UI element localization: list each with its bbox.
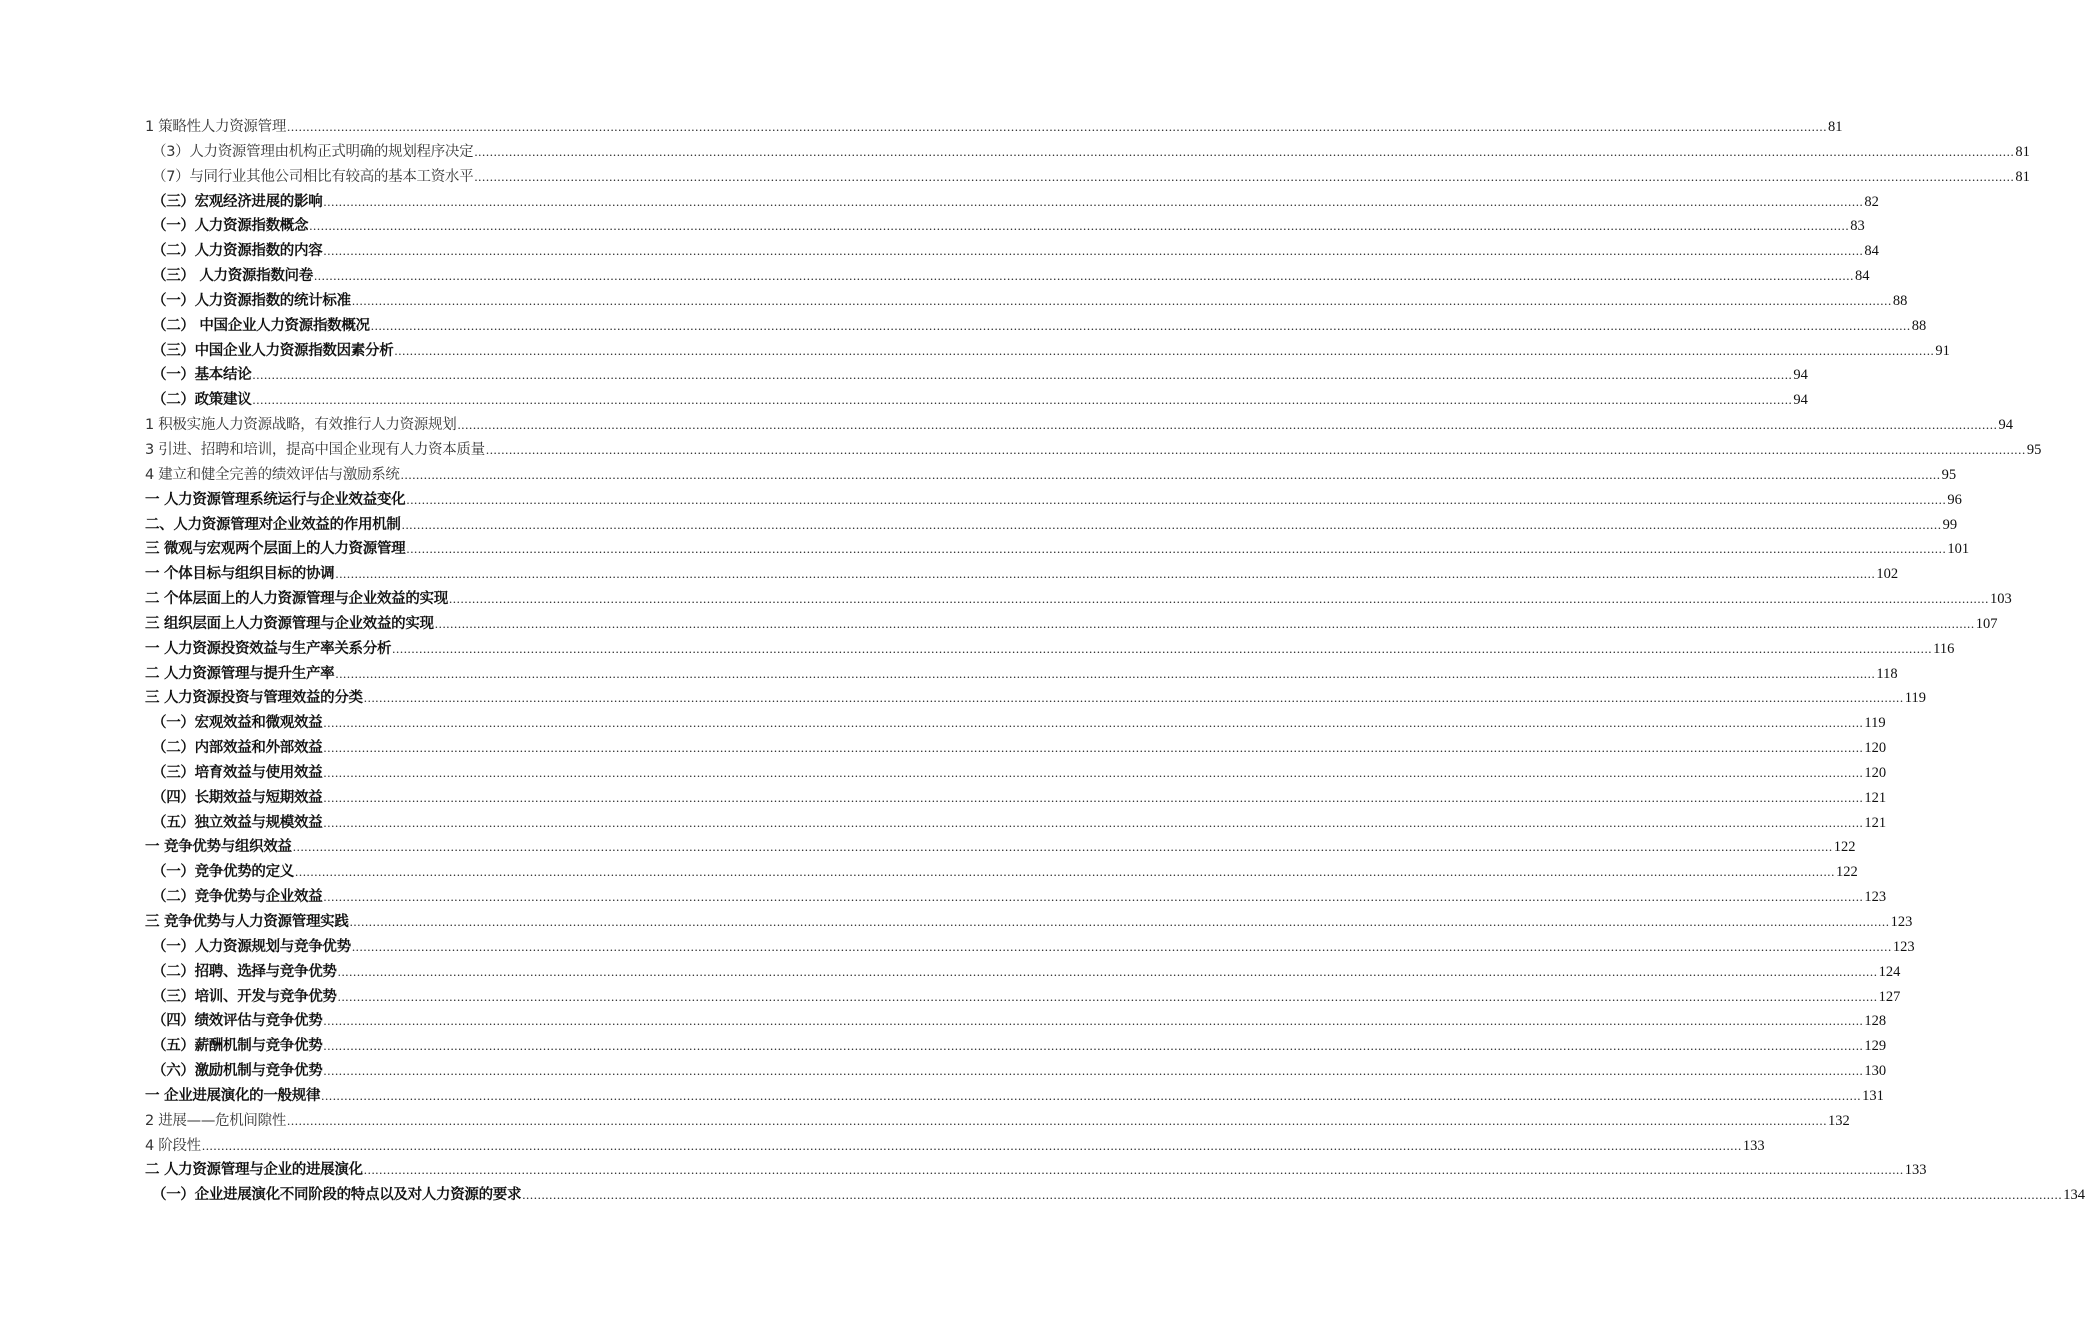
toc-entry[interactable]	[145, 537, 1970, 562]
toc-entry-page-number: 119	[1904, 690, 1926, 707]
toc-entry[interactable]	[145, 835, 1856, 860]
toc-entry-title: （六）激励机制与竞争优势	[152, 1063, 323, 1080]
toc-entry[interactable]	[145, 711, 1886, 736]
toc-entry-page-number: 91	[1935, 342, 1950, 359]
toc-entry[interactable]	[145, 413, 2013, 438]
toc-dot-leader: ................................................................................................................................................................................................................................................................................................................................................................................................................	[349, 914, 1890, 929]
toc-entry-page-number: 130	[1864, 1063, 1887, 1080]
toc-entry[interactable]	[145, 264, 1870, 289]
toc-entry-title: 4 建立和健全完善的绩效评估与激励系统	[145, 466, 400, 483]
toc-entry-title: （二）内部效益和外部效益	[152, 740, 323, 757]
toc-dot-leader: ................................................................................................................................................................................................................................................................................................................................................................................................................	[323, 789, 1864, 805]
toc-dot-leader: ................................................................................................................................................................................................................................................................................................................................................................................................................	[337, 963, 1878, 979]
toc-entry[interactable]	[145, 910, 1913, 935]
toc-entry-title: （四）长期效益与短期效益	[152, 789, 323, 806]
toc-dot-leader: ................................................................................................................................................................................................................................................................................................................................................................................................................	[363, 690, 1904, 706]
toc-entry-title: （一）宏观效益和微观效益	[152, 715, 323, 732]
toc-entry-page-number: 128	[1864, 1013, 1887, 1030]
toc-entry[interactable]	[145, 140, 2030, 165]
toc-entry-page-number: 103	[1989, 591, 2012, 608]
toc-dot-leader: ................................................................................................................................................................................................................................................................................................................................................................................................................	[406, 541, 1947, 557]
toc-entry-title: （三）中国企业人力资源指数因素分析	[152, 342, 394, 359]
toc-entry-title: （一）人力资源指数概念	[152, 218, 309, 235]
toc-entry-page-number: 129	[1864, 1038, 1887, 1055]
toc-entry-page-number: 127	[1878, 988, 1901, 1005]
toc-dot-leader: ................................................................................................................................................................................................................................................................................................................................................................................................................	[448, 591, 1989, 607]
toc-entry-page-number: 88	[1892, 292, 1908, 309]
toc-entry[interactable]	[145, 1009, 1887, 1034]
toc-dot-leader: ................................................................................................................................................................................................................................................................................................................................................................................................................	[292, 839, 1833, 855]
toc-dot-leader: ................................................................................................................................................................................................................................................................................................................................................................................................................	[394, 342, 1935, 358]
toc-entry[interactable]	[145, 314, 1927, 339]
toc-dot-leader: ................................................................................................................................................................................................................................................................................................................................................................................................................	[522, 1187, 2063, 1203]
toc-entry-title: （7）与同行业其他公司相比有较高的基本工资水平	[152, 168, 474, 185]
toc-entry-page-number: 95	[2026, 441, 2042, 458]
toc-entry-page-number: 101	[1947, 541, 1970, 558]
toc-dot-leader: ................................................................................................................................................................................................................................................................................................................................................................................................................	[295, 864, 1835, 880]
toc-dot-leader: ................................................................................................................................................................................................................................................................................................................................................................................................................	[252, 367, 1793, 383]
toc-entry-page-number: 120	[1864, 764, 1887, 781]
toc-entry-page-number: 123	[1890, 914, 1913, 930]
toc-entry[interactable]	[145, 165, 2030, 190]
toc-dot-leader: ................................................................................................................................................................................................................................................................................................................................................................................................................	[323, 1038, 1864, 1054]
toc-entry[interactable]	[145, 811, 1887, 836]
toc-dot-leader: ................................................................................................................................................................................................................................................................................................................................................................................................................	[335, 566, 1876, 582]
toc-entry-page-number: 121	[1864, 789, 1887, 806]
toc-dot-leader: ................................................................................................................................................................................................................................................................................................................................................................................................................	[323, 814, 1864, 830]
toc-entry-title: （二） 中国企业人力资源指数概况	[152, 317, 370, 334]
toc-entry-page-number: 131	[1862, 1087, 1884, 1104]
toc-entry-title: 三 竞争优势与人力资源管理实践	[145, 914, 349, 930]
toc-entry-title: 1 策略性人力资源管理	[145, 119, 287, 135]
toc-entry-page-number: 133	[1742, 1137, 1765, 1154]
toc-entry-page-number: 122	[1833, 839, 1856, 856]
toc-dot-leader: ................................................................................................................................................................................................................................................................................................................................................................................................................	[392, 640, 1933, 656]
toc-entry-title: 一 个体目标与组织目标的协调	[145, 566, 335, 583]
toc-entry-title: 一 人力资源管理系统运行与企业效益变化	[145, 491, 406, 508]
toc-dot-leader: ................................................................................................................................................................................................................................................................................................................................................................................................................	[309, 218, 1850, 234]
toc-entry-page-number: 119	[1864, 715, 1886, 732]
toc-entry-page-number: 118	[1876, 665, 1898, 682]
toc-entry-page-number: 96	[1947, 491, 1962, 508]
toc-entry-title: （五）薪酬机制与竞争优势	[152, 1038, 323, 1055]
toc-entry-title: （一）竞争优势的定义	[152, 864, 294, 881]
toc-entry[interactable]	[145, 1109, 1850, 1134]
toc-dot-leader: ................................................................................................................................................................................................................................................................................................................................................................................................................	[323, 715, 1864, 731]
toc-dot-leader: ................................................................................................................................................................................................................................................................................................................................................................................................................	[351, 938, 1892, 954]
toc-entry-title: （一）企业进展演化不同阶段的特点以及对人力资源的要求	[152, 1187, 522, 1204]
toc-dot-leader: ................................................................................................................................................................................................................................................................................................................................................................................................................	[323, 243, 1864, 259]
toc-entry[interactable]	[145, 214, 1865, 239]
toc-entry-page-number: 120	[1864, 740, 1887, 757]
toc-entry-title: 三 组织层面上人力资源管理与企业效益的实现	[145, 615, 434, 632]
toc-entry-page-number: 84	[1864, 243, 1879, 260]
toc-entry-page-number: 94	[1793, 392, 1808, 409]
toc-entry-title: （二）人力资源指数的内容	[152, 243, 323, 260]
toc-entry-page-number: 95	[1941, 466, 1957, 483]
toc-entry-title: 二 个体层面上的人力资源管理与企业效益的实现	[145, 591, 448, 608]
toc-entry-title: （二）竞争优势与企业效益	[152, 889, 323, 906]
toc-entry[interactable]	[145, 363, 1808, 388]
toc-entry[interactable]	[145, 1158, 1927, 1183]
toc-dot-leader: ................................................................................................................................................................................................................................................................................................................................................................................................................	[351, 292, 1892, 308]
toc-entry[interactable]	[145, 662, 1898, 687]
toc-dot-leader: ................................................................................................................................................................................................................................................................................................................................................................................................................	[400, 466, 1941, 482]
toc-entry-title: 三 人力资源投资与管理效益的分类	[145, 690, 363, 707]
toc-entry-page-number: 134	[2063, 1187, 2085, 1204]
toc-entry-page-number: 124	[1878, 963, 1901, 980]
toc-dot-leader: ................................................................................................................................................................................................................................................................................................................................................................................................................	[287, 119, 1828, 134]
toc-entry[interactable]	[145, 463, 1957, 488]
toc-dot-leader: ................................................................................................................................................................................................................................................................................................................................................................................................................	[323, 193, 1864, 209]
toc-entry[interactable]	[145, 587, 2012, 612]
toc-entry-page-number: 132	[1828, 1112, 1850, 1129]
toc-entry[interactable]	[145, 960, 1901, 985]
toc-dot-leader: ................................................................................................................................................................................................................................................................................................................................................................................................................	[252, 392, 1793, 408]
toc-entry-title: 二 人力资源管理与企业的进展演化	[145, 1162, 363, 1179]
toc-entry[interactable]	[145, 115, 1843, 140]
toc-entry[interactable]	[145, 239, 1879, 264]
toc-dot-leader: ................................................................................................................................................................................................................................................................................................................................................................................................................	[323, 889, 1864, 905]
toc-entry[interactable]	[145, 339, 1950, 364]
toc-entry[interactable]	[145, 860, 1858, 885]
toc-dot-leader: ................................................................................................................................................................................................................................................................................................................................................................................................................	[363, 1162, 1904, 1178]
toc-dot-leader: ................................................................................................................................................................................................................................................................................................................................................................................................................	[323, 740, 1864, 756]
toc-entry-page-number: 88	[1911, 317, 1927, 334]
toc-dot-leader: ................................................................................................................................................................................................................................................................................................................................................................................................................	[401, 516, 1942, 532]
toc-dot-leader: ................................................................................................................................................................................................................................................................................................................................................................................................................	[457, 417, 1998, 433]
toc-dot-leader: ................................................................................................................................................................................................................................................................................................................................................................................................................	[323, 1013, 1864, 1029]
toc-entry-title: 一 企业进展演化的一般规律	[145, 1087, 321, 1104]
toc-entry-title: 一 竞争优势与组织效益	[145, 839, 292, 856]
toc-entry-title: 二、人力资源管理对企业效益的作用机制	[145, 516, 401, 533]
toc-entry-title: （二）招聘、选择与竞争优势	[152, 963, 337, 980]
toc-entry-title: （三） 人力资源指数问卷	[152, 268, 313, 285]
toc-entry-title: （三）宏观经济进展的影响	[152, 193, 323, 210]
toc-entry-page-number: 81	[2015, 143, 2030, 160]
toc-entry[interactable]	[145, 1034, 1887, 1059]
toc-dot-leader: ................................................................................................................................................................................................................................................................................................................................................................................................................	[434, 615, 1975, 631]
toc-entry-page-number: 102	[1876, 566, 1899, 583]
toc-entry-title: 三 微观与宏观两个层面上的人力资源管理	[145, 541, 406, 558]
table-of-contents	[145, 115, 2085, 1208]
toc-entry-title: （一）基本结论	[152, 367, 252, 384]
toc-entry-page-number: 123	[1892, 938, 1915, 955]
toc-dot-leader: ................................................................................................................................................................................................................................................................................................................................................................................................................	[370, 317, 1911, 333]
toc-dot-leader: ................................................................................................................................................................................................................................................................................................................................................................................................................	[335, 665, 1876, 681]
toc-entry[interactable]	[145, 488, 1962, 513]
toc-entry-page-number: 83	[1850, 218, 1865, 235]
toc-dot-leader: ................................................................................................................................................................................................................................................................................................................................................................................................................	[323, 764, 1864, 780]
toc-entry-title: 1 积极实施人力资源战略，有效推行人力资源规划	[145, 417, 457, 434]
toc-dot-leader: ................................................................................................................................................................................................................................................................................................................................................................................................................	[474, 143, 2015, 159]
toc-entry-page-number: 94	[1998, 417, 2013, 434]
toc-entry[interactable]	[145, 786, 1887, 811]
toc-entry-page-number: 81	[1828, 119, 1843, 135]
toc-entry-title: 二 人力资源管理与提升生产率	[145, 665, 335, 682]
toc-entry[interactable]	[145, 885, 1887, 910]
toc-entry[interactable]	[145, 686, 1926, 711]
toc-entry[interactable]	[145, 1084, 1884, 1109]
toc-entry-page-number: 133	[1904, 1162, 1927, 1179]
toc-entry[interactable]	[145, 736, 1887, 761]
toc-entry[interactable]	[145, 1059, 1887, 1084]
toc-dot-leader: ................................................................................................................................................................................................................................................................................................................................................................................................................	[313, 268, 1854, 284]
toc-entry[interactable]	[145, 637, 1955, 662]
toc-dot-leader: ................................................................................................................................................................................................................................................................................................................................................................................................................	[321, 1087, 1862, 1103]
toc-entry-title: （三）培训、开发与竞争优势	[152, 988, 337, 1005]
toc-entry[interactable]	[145, 612, 1998, 637]
toc-entry-page-number: 121	[1864, 814, 1887, 831]
toc-entry-page-number: 107	[1975, 615, 1998, 632]
toc-dot-leader: ................................................................................................................................................................................................................................................................................................................................................................................................................	[474, 168, 2015, 184]
toc-dot-leader: ................................................................................................................................................................................................................................................................................................................................................................................................................	[337, 988, 1878, 1004]
toc-entry-page-number: 94	[1793, 367, 1808, 384]
toc-entry-title: （五）独立效益与规模效益	[152, 814, 323, 831]
toc-entry[interactable]	[145, 935, 1915, 960]
toc-entry[interactable]	[145, 1183, 2085, 1208]
toc-dot-leader: ................................................................................................................................................................................................................................................................................................................................................................................................................	[287, 1112, 1828, 1128]
toc-dot-leader: ................................................................................................................................................................................................................................................................................................................................................................................................................	[406, 491, 1947, 507]
toc-dot-leader: ................................................................................................................................................................................................................................................................................................................................................................................................................	[201, 1137, 1742, 1153]
toc-entry-page-number: 84	[1854, 268, 1870, 285]
toc-entry-title: （三）培育效益与使用效益	[152, 764, 323, 781]
toc-entry[interactable]	[145, 761, 1887, 786]
toc-entry[interactable]	[145, 388, 1808, 413]
toc-entry-title: （一）人力资源规划与竞争优势	[152, 938, 351, 955]
toc-entry-title: 2 进展——危机间隙性	[145, 1112, 287, 1129]
toc-entry-title: （二）政策建议	[152, 392, 252, 409]
toc-entry-page-number: 116	[1933, 640, 1955, 657]
toc-entry-title: （3）人力资源管理由机构正式明确的规划程序决定	[152, 143, 474, 160]
toc-entry-page-number: 122	[1836, 864, 1858, 881]
toc-entry-title: 3 引进、招聘和培训，提高中国企业现有人力资本质量	[145, 441, 485, 458]
toc-dot-leader: ................................................................................................................................................................................................................................................................................................................................................................................................................	[485, 441, 2026, 457]
toc-entry-title: 一 人力资源投资效益与生产率关系分析	[145, 640, 392, 657]
toc-entry[interactable]	[145, 513, 1958, 538]
toc-entry[interactable]	[145, 190, 1879, 215]
toc-entry-page-number: 81	[2015, 168, 2030, 185]
toc-entry[interactable]	[145, 985, 1901, 1010]
toc-entry[interactable]	[145, 1134, 1765, 1159]
toc-entry-title: （一）人力资源指数的统计标准	[152, 292, 351, 309]
toc-entry-page-number: 123	[1864, 889, 1887, 906]
toc-entry-title: 4 阶段性	[145, 1137, 201, 1154]
toc-entry-page-number: 99	[1942, 516, 1958, 533]
toc-dot-leader: ................................................................................................................................................................................................................................................................................................................................................................................................................	[323, 1063, 1864, 1079]
toc-entry[interactable]	[145, 289, 1908, 314]
toc-entry[interactable]	[145, 562, 1899, 587]
toc-entry-page-number: 82	[1864, 193, 1879, 210]
toc-entry[interactable]	[145, 438, 2042, 463]
toc-entry-title: （四）绩效评估与竞争优势	[152, 1013, 323, 1030]
